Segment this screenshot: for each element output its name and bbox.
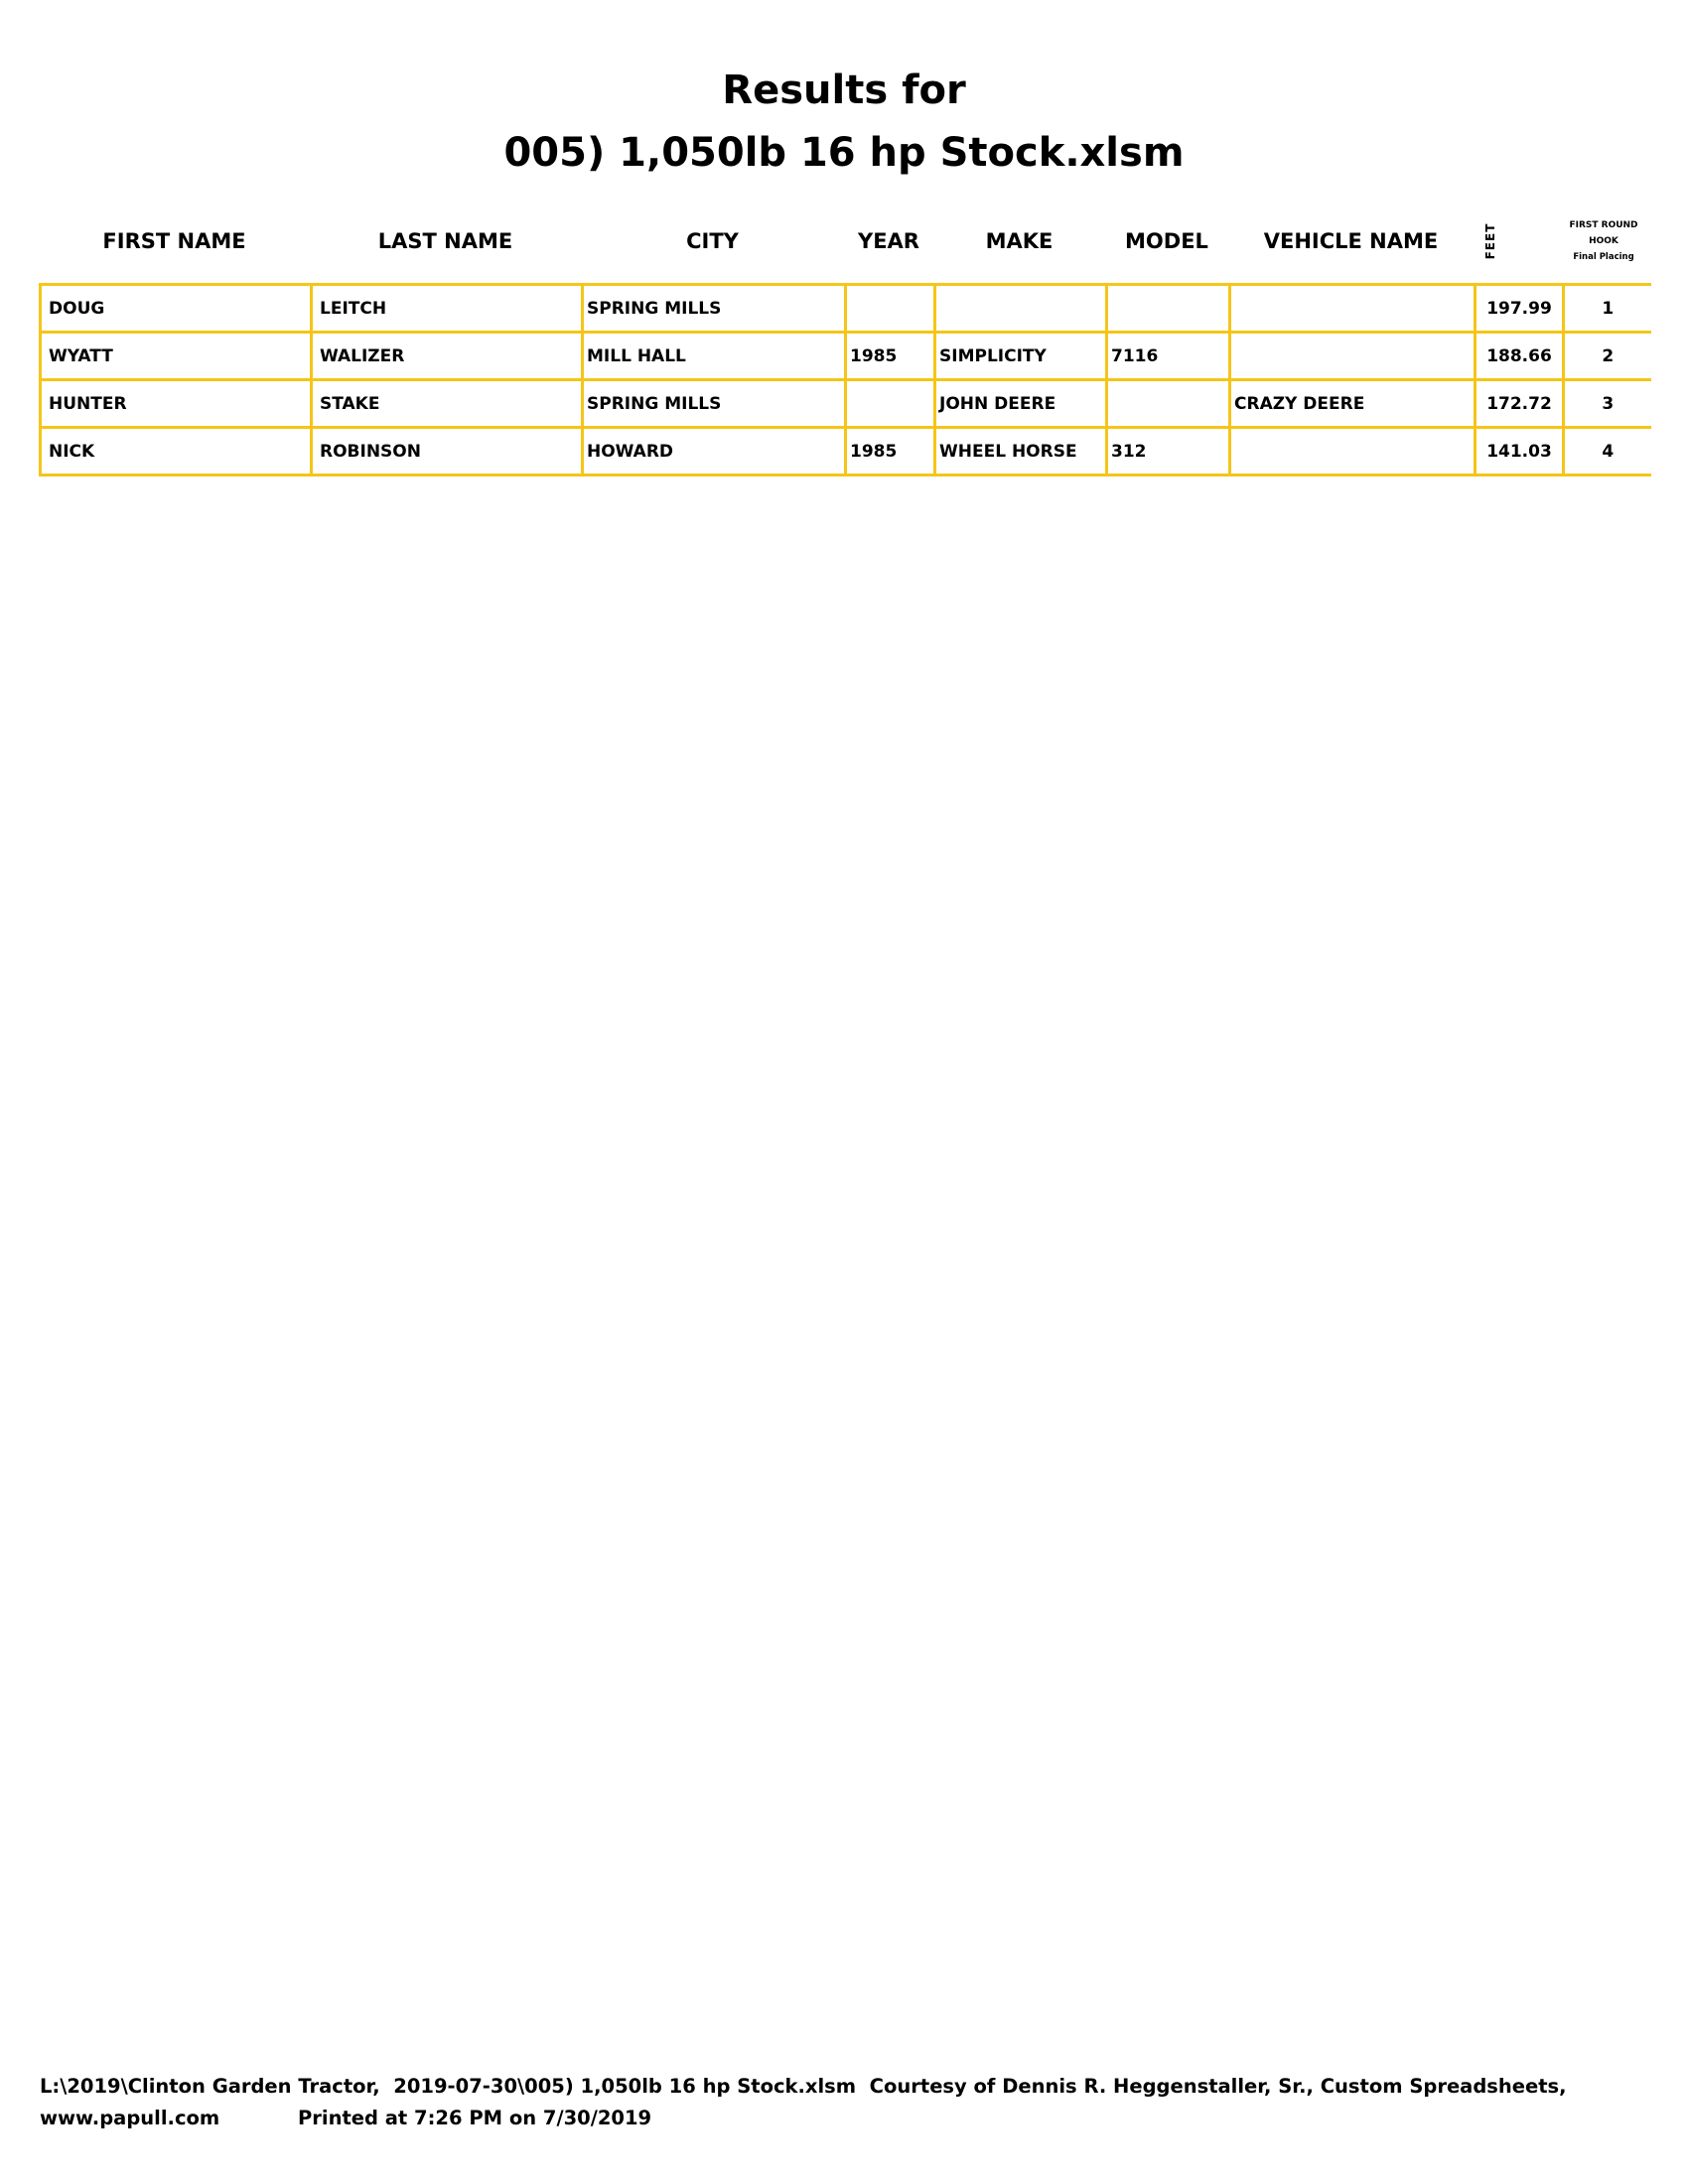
header-last-name: LAST NAME — [377, 229, 513, 253]
footer-file-path: L:\2019\Clinton Garden Tractor, 2019-07-30\005) 1,050lb 16 hp Stock.xlsm Courtesy of Dennis R. Heggenstaller, Sr., Custom Spreadsheets, — [40, 2075, 1567, 2098]
header-first-name: FIRST NAME — [102, 229, 246, 253]
table-row — [41, 380, 1651, 428]
header-year: YEAR — [858, 229, 919, 253]
cell-place: 2 — [1564, 333, 1651, 380]
cell-year — [846, 285, 935, 333]
cell-model: 312 — [1107, 428, 1230, 476]
cell-first-name: NICK — [41, 428, 312, 476]
cell-model — [1107, 285, 1230, 333]
table-row — [41, 285, 1651, 333]
header-placing-line2: HOOK — [1589, 236, 1618, 246]
header-city: CITY — [686, 229, 739, 253]
footer-website: www.papull.com — [40, 2107, 220, 2129]
cell-feet: 188.66 — [1476, 333, 1564, 380]
cell-model — [1107, 380, 1230, 428]
cell-make: SIMPLICITY — [935, 333, 1107, 380]
results-table — [39, 283, 1651, 477]
page-title: Results for — [722, 68, 966, 113]
header-placing-line1: FIRST ROUND — [1569, 220, 1638, 230]
cell-feet: 141.03 — [1476, 428, 1564, 476]
cell-vehicle-name — [1230, 333, 1476, 380]
cell-last-name: WALIZER — [312, 333, 583, 380]
cell-make: JOHN DEERE — [935, 380, 1107, 428]
cell-first-name: WYATT — [41, 333, 312, 380]
cell-make — [935, 285, 1107, 333]
header-placing-line3: Final Placing — [1573, 252, 1634, 262]
cell-place: 4 — [1564, 428, 1651, 476]
table-row — [41, 428, 1651, 476]
cell-feet: 172.72 — [1476, 380, 1564, 428]
cell-place: 1 — [1564, 285, 1651, 333]
cell-year — [846, 380, 935, 428]
header-vehicle-name: VEHICLE NAME — [1263, 229, 1439, 253]
cell-city: MILL HALL — [583, 333, 846, 380]
header-make: MAKE — [985, 229, 1054, 253]
cell-year: 1985 — [846, 333, 935, 380]
cell-vehicle-name — [1230, 285, 1476, 333]
cell-model: 7116 — [1107, 333, 1230, 380]
cell-last-name: STAKE — [312, 380, 583, 428]
page-subtitle: 005) 1,050lb 16 hp Stock.xlsm — [503, 130, 1185, 176]
cell-city: SPRING MILLS — [583, 380, 846, 428]
cell-first-name: DOUG — [41, 285, 312, 333]
table-row — [41, 333, 1651, 380]
cell-vehicle-name — [1230, 428, 1476, 476]
cell-last-name: LEITCH — [312, 285, 583, 333]
cell-first-name: HUNTER — [41, 380, 312, 428]
cell-vehicle-name: CRAZY DEERE — [1230, 380, 1476, 428]
cell-year: 1985 — [846, 428, 935, 476]
cell-make: WHEEL HORSE — [935, 428, 1107, 476]
cell-feet: 197.99 — [1476, 285, 1564, 333]
cell-city: HOWARD — [583, 428, 846, 476]
cell-place: 3 — [1564, 380, 1651, 428]
footer-printed-timestamp: Printed at 7:26 PM on 7/30/2019 — [298, 2107, 652, 2129]
cell-last-name: ROBINSON — [312, 428, 583, 476]
cell-city: SPRING MILLS — [583, 285, 846, 333]
header-feet: FEET — [1483, 222, 1497, 260]
header-model: MODEL — [1125, 229, 1208, 253]
